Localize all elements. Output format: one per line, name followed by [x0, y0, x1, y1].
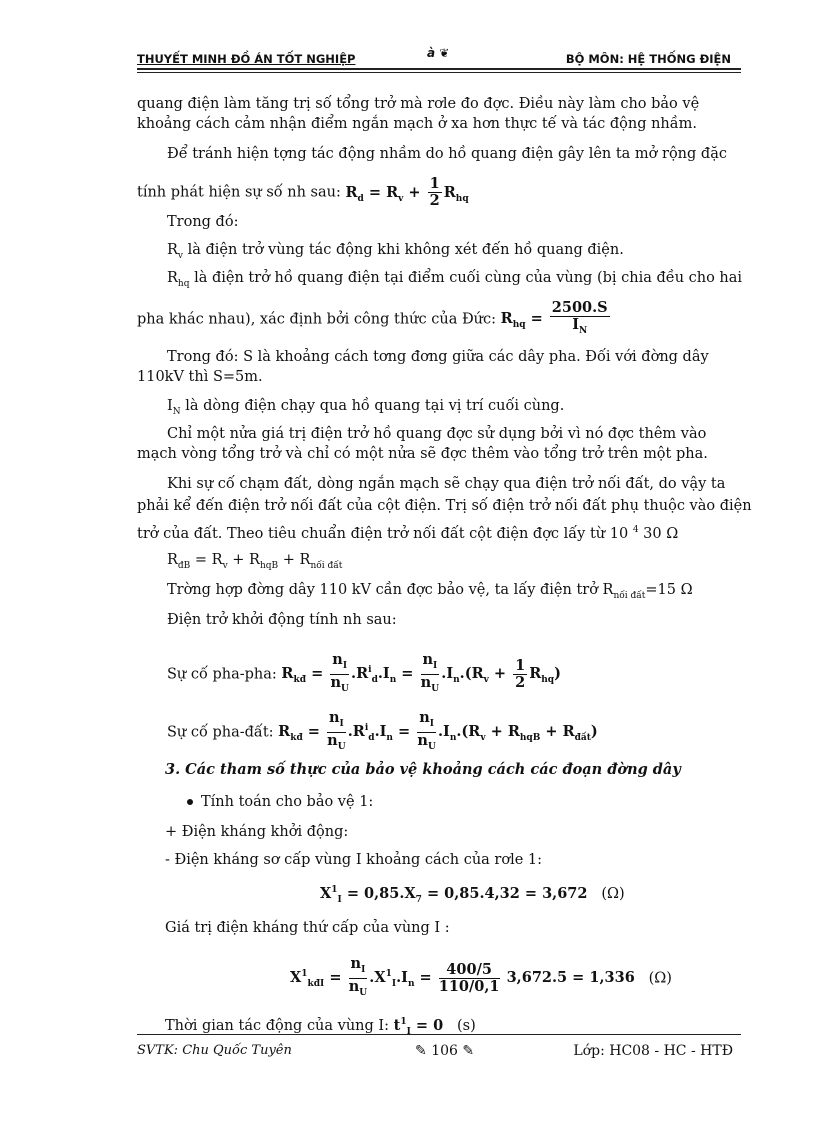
line-6: $R_v$ là điện trở vùng tác động khi không xét đến hồ quang điện.: [167, 242, 624, 261]
footer-student: SVTK: Chu Quốc Tuyên: [137, 1043, 292, 1058]
line-17: $R_{đB} = R_v + R_{hqB} + R_{nối đất}$: [167, 552, 343, 571]
plus-line: + Điện kháng khởi động:: [165, 824, 349, 840]
line-14: Khi sự cố chạm đất, dòng ngắn mạch sẽ chạy qua điện trở nối đất, do vậy ta: [167, 476, 726, 492]
time-line: Thời gian tác động của vùng I: $t^1_I = 0$ (s): [165, 1016, 476, 1037]
formula-x2: $X^1_{kđI}$ = $\frac{n_I}{n_U}$ $.X^1_I.I_n$ = $\frac{400/5}{110/0,1}$ 3,672.5 = 1,336 (Ω): [290, 955, 672, 998]
formula-x1: $X^1_I = 0,85.X_7 = 0,85.4,32 = 3,672$ (Ω): [320, 884, 625, 905]
line-12: Chỉ một nửa giá trị điện trở hồ quang đợc sử dụng bởi vì nó đợc thêm vào: [167, 426, 707, 442]
footer-class: Lớp: HC08 - HC - HTĐ: [573, 1043, 733, 1059]
line-4: tính phát hiện sự số nh sau: $R_d = R_v$ + $\frac{1}{2}$ $R_{hq}$: [137, 175, 469, 209]
line-19: Điện trở khởi động tính nh sau:: [167, 612, 397, 628]
line-10: 110kV thì S=5m.: [137, 369, 263, 385]
line-11: $I_N$ là dòng điện chạy qua hồ quang tại vị trí cuối cùng.: [167, 398, 565, 417]
formula-rhq: $R_{hq}$ = $\frac{2500.S}{I_N}$: [500, 299, 608, 336]
header-ornament: à ❦: [427, 46, 450, 60]
bullet-1: Tính toán cho bảo vệ 1:: [187, 792, 373, 812]
section-heading: 3. Các tham số thực của bảo vệ khoảng cách các đoạn đờng dây: [165, 761, 681, 778]
page-header: [137, 46, 741, 70]
header-right: BỘ MÔN: HỆ THỐNG ĐIỆN: [565, 52, 731, 66]
footer-page-number: ✎ 106 ✎: [415, 1043, 475, 1059]
header-left: THUYẾT MINH ĐỒ ÁN TỐT NGHIỆP: [137, 52, 356, 66]
secondary-line: Giá trị điện kháng thứ cấp của vùng I :: [165, 920, 450, 936]
dash-line: - Điện kháng sơ cấp vùng I khoảng cách của rơle 1:: [165, 852, 543, 868]
line-2: khoảng cách cảm nhận điểm ngắn mạch ở xa hơn thực tế và tác động nhầm.: [137, 116, 698, 132]
line-16: trở của đất. Theo tiêu chuẩn điện trở nối đất cột điện đợc lấy từ 10 $^4$ 30 Ω: [137, 525, 679, 542]
line-21: Sự cố pha-đất: $R_{kđ}$ = $\frac{n_I}{n_U}$ $.R^i_d.I_n$ = $\frac{n_I}{n_U}$ $.I_n.(R_v + R_{hqB} + R_{đất})$: [167, 709, 598, 752]
line-15: phải kể đến điện trở nối đất của cột điện. Trị số điện trở nối đất phụ thuộc vào điện: [137, 498, 752, 514]
page-footer: [137, 1034, 741, 1063]
bullet-icon: [187, 799, 193, 805]
line-9: Trong đó: S là khoảng cách tơng đơng giữa các dây pha. Đối với đờng dây: [167, 349, 709, 365]
line-1: quang điện làm tăng trị số tổng trở mà rơle đo đợc. Điều này làm cho bảo vệ: [137, 96, 700, 112]
line-5: Trong đó:: [167, 214, 239, 230]
header-rule: [137, 72, 741, 73]
line-20: Sự cố pha-pha: $R_{kđ}$ = $\frac{n_I}{n_U}$ $.R^i_d.I_n$ = $\frac{n_I}{n_U}$ $.I_n.(R_v$ + $\frac{1}{2}$ $R_{hq}$): [167, 651, 561, 694]
line-18: Trờng hợp đờng dây 110 kV cần đợc bảo vệ, ta lấy điện trở $R_{nối đất}=15$ Ω: [167, 582, 693, 601]
line-7: $R_{hq}$ là điện trở hồ quang điện tại điểm cuối cùng của vùng (bị chia đều cho hai: [167, 270, 743, 289]
formula-pha-dat: $R_{kđ}$ = $\frac{n_I}{n_U}$ $.R^i_d.I_n$ = $\frac{n_I}{n_U}$ $.I_n.(R_v + R_{hqB} + R_{đất})$: [278, 709, 598, 752]
line-13: mạch vòng tổng trở và chỉ có một nửa sẽ đợc thêm vào tổng trở trên một pha.: [137, 446, 708, 462]
line-3: Để tránh hiện tợng tác động nhầm do hồ quang điện gây lên ta mở rộng đặc: [167, 146, 727, 162]
formula-pha-pha: $R_{kđ}$ = $\frac{n_I}{n_U}$ $.R^i_d.I_n$ = $\frac{n_I}{n_U}$ $.I_n.(R_v$ + $\frac{1}{2}$ $R_{hq}$): [281, 651, 561, 694]
formula-rd: $R_d = R_v$ + $\frac{1}{2}$ $R_{hq}$: [345, 175, 469, 209]
line-8: pha khác nhau), xác định bởi công thức của Đức: $R_{hq}$ = $\frac{2500.S}{I_N}$: [137, 300, 612, 339]
